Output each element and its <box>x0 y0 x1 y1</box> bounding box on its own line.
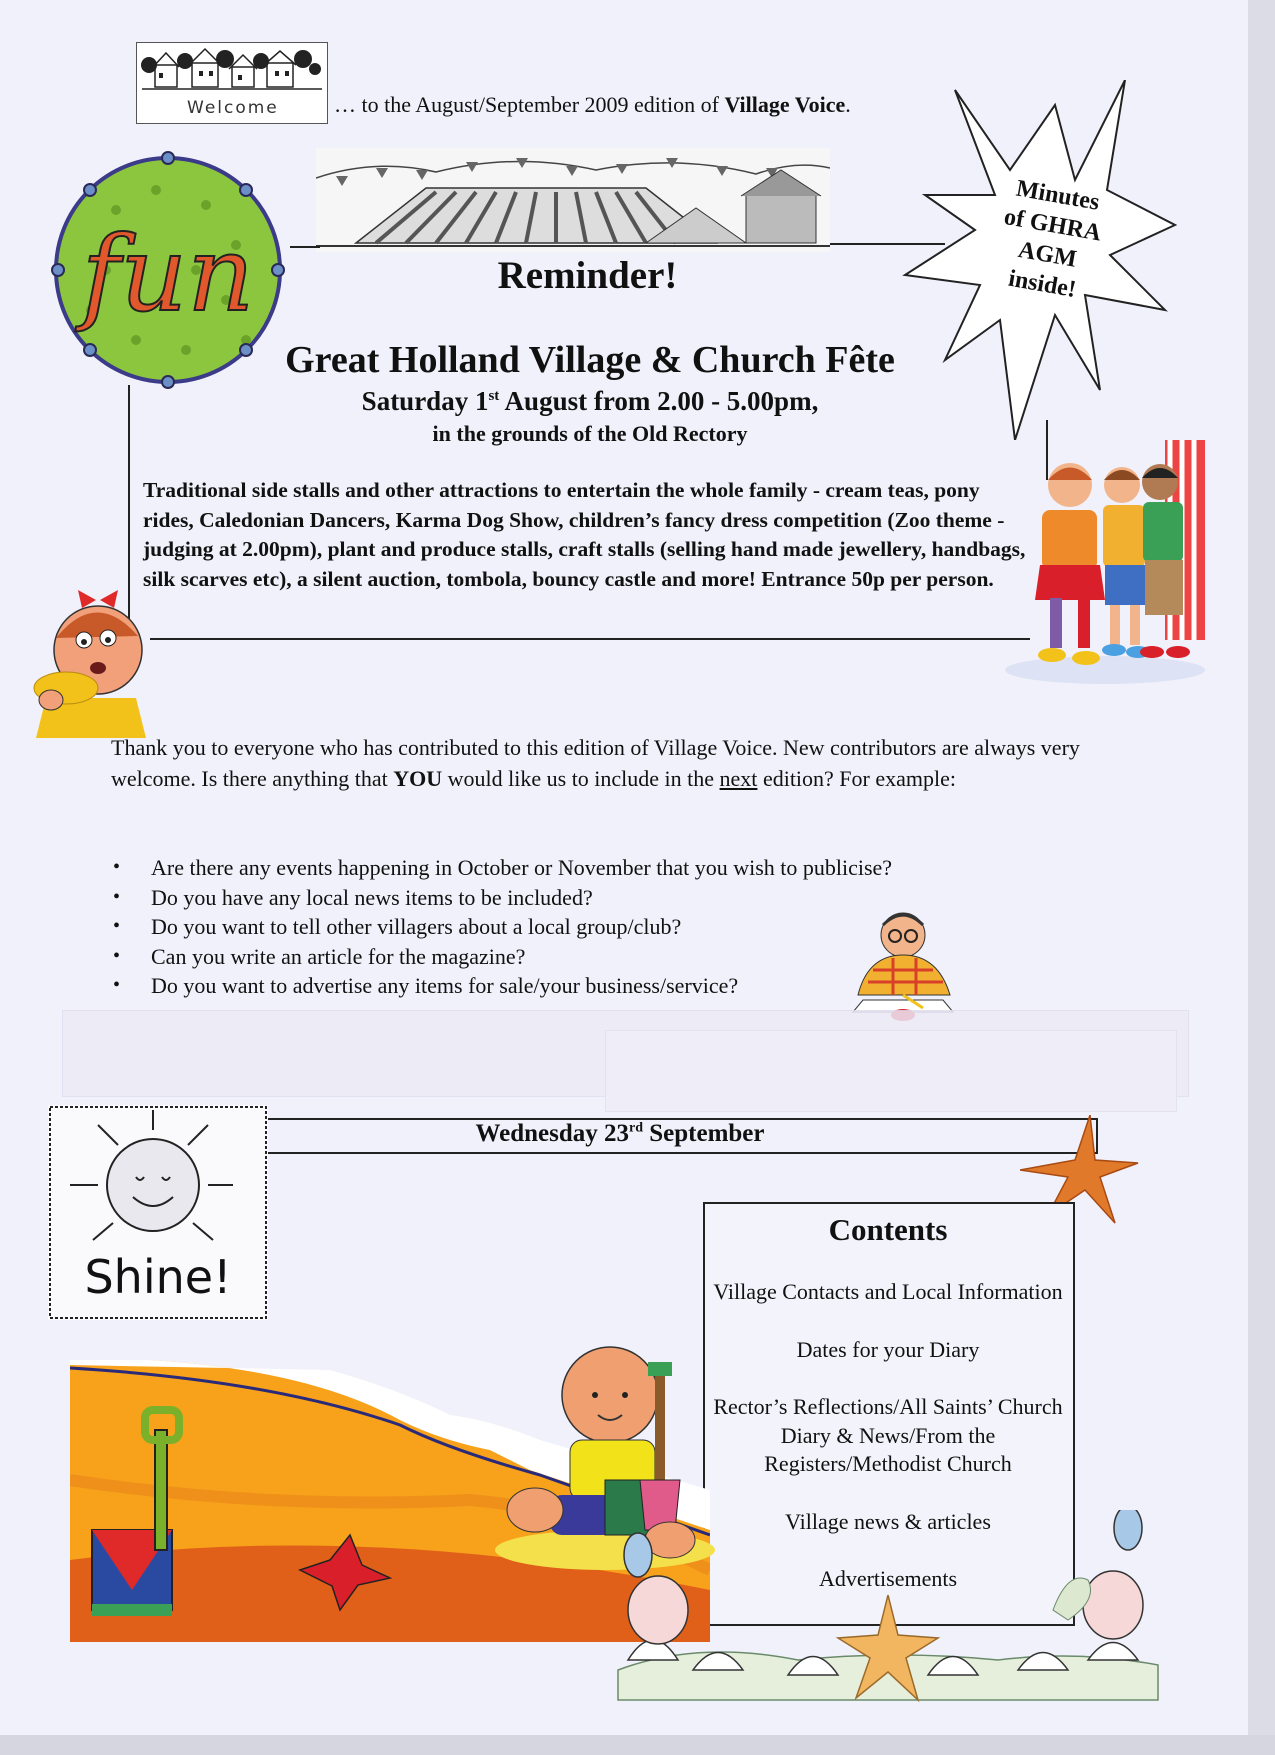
shine-sun-card <box>48 1105 268 1320</box>
list-item: • Do you want to tell other villagers about a local group/club? <box>111 912 1011 942</box>
fete-description: Traditional side stalls and other attractions to entertain the whole family - cream teas, pony rides, Caledonian Dancers, Karma Dog Show, children’s fancy dress competition (Zoo theme - judging at 2.00pm), plant and produce stalls, craft stalls (selling hand made jewellery, handbags, silk scarves etc), a silent auction, tombola, bouncy castle and more! Entrance 50p per person. <box>143 478 1026 591</box>
contents-title: Contents <box>828 1212 948 1247</box>
page-edge <box>1248 0 1275 1755</box>
fun-badge-word: fun <box>81 213 255 335</box>
contents-item: Village Contacts and Local Information <box>713 1279 1063 1304</box>
contents-item: Rector’s Reflections/All Saints’ Church Diary & News/From the Registers/Methodist Church <box>713 1394 1063 1476</box>
girl-eating-illustration <box>26 588 156 740</box>
frame-line <box>268 1152 1098 1154</box>
list-item: • Do you have any local news items to be included? <box>111 883 1011 913</box>
man-writing-illustration <box>838 900 968 1022</box>
welcome-stamp-illustration <box>136 42 328 124</box>
frame-line <box>830 243 945 245</box>
welcome-stamp-word: Welcome <box>187 98 279 118</box>
contents-item: Advertisements <box>818 1566 958 1591</box>
children-queue-illustration <box>1000 430 1205 690</box>
marquee-tent-illustration <box>316 148 830 252</box>
shine-word: Shine! <box>84 1250 232 1304</box>
agm-starburst-text: Minutes of GHRA AGM inside! <box>1002 175 1104 304</box>
contents-item: Dates for your Diary <box>796 1336 980 1362</box>
frame-line <box>150 638 1030 640</box>
deadline-date: Wednesday 23rd September <box>475 1120 765 1147</box>
edition-intro: … to the August/September 2009 edition of Village Voice. <box>334 92 851 117</box>
list-item: • Do you want to advertise any items for sale/your business/service? <box>111 971 1011 1001</box>
reminder-heading: Reminder! <box>497 254 678 297</box>
list-item: • Are there any events happening in October or November that you wish to publicise? <box>111 853 1011 883</box>
contents-item: Village news & articles <box>785 1508 991 1534</box>
list-item: • Can you write an article for the magazine? <box>111 942 1011 972</box>
fete-title: Great Holland Village & Church Fête <box>285 339 895 381</box>
seashell-border-illustration <box>598 1510 1178 1710</box>
page-bottom-edge <box>0 1735 1275 1755</box>
covered-text-strip <box>605 1030 1177 1112</box>
frame-line <box>290 246 320 248</box>
fete-venue: in the grounds of the Old Rectory <box>432 421 748 446</box>
fete-date: Saturday 1st August from 2.00 - 5.00pm, <box>361 386 819 416</box>
contributors-paragraph: Thank you to everyone who has contributed to this edition of Village Voice. New contributors are always very welcome. Is there anything that YOU would like us to include in the next edition? For example: <box>111 735 1080 791</box>
